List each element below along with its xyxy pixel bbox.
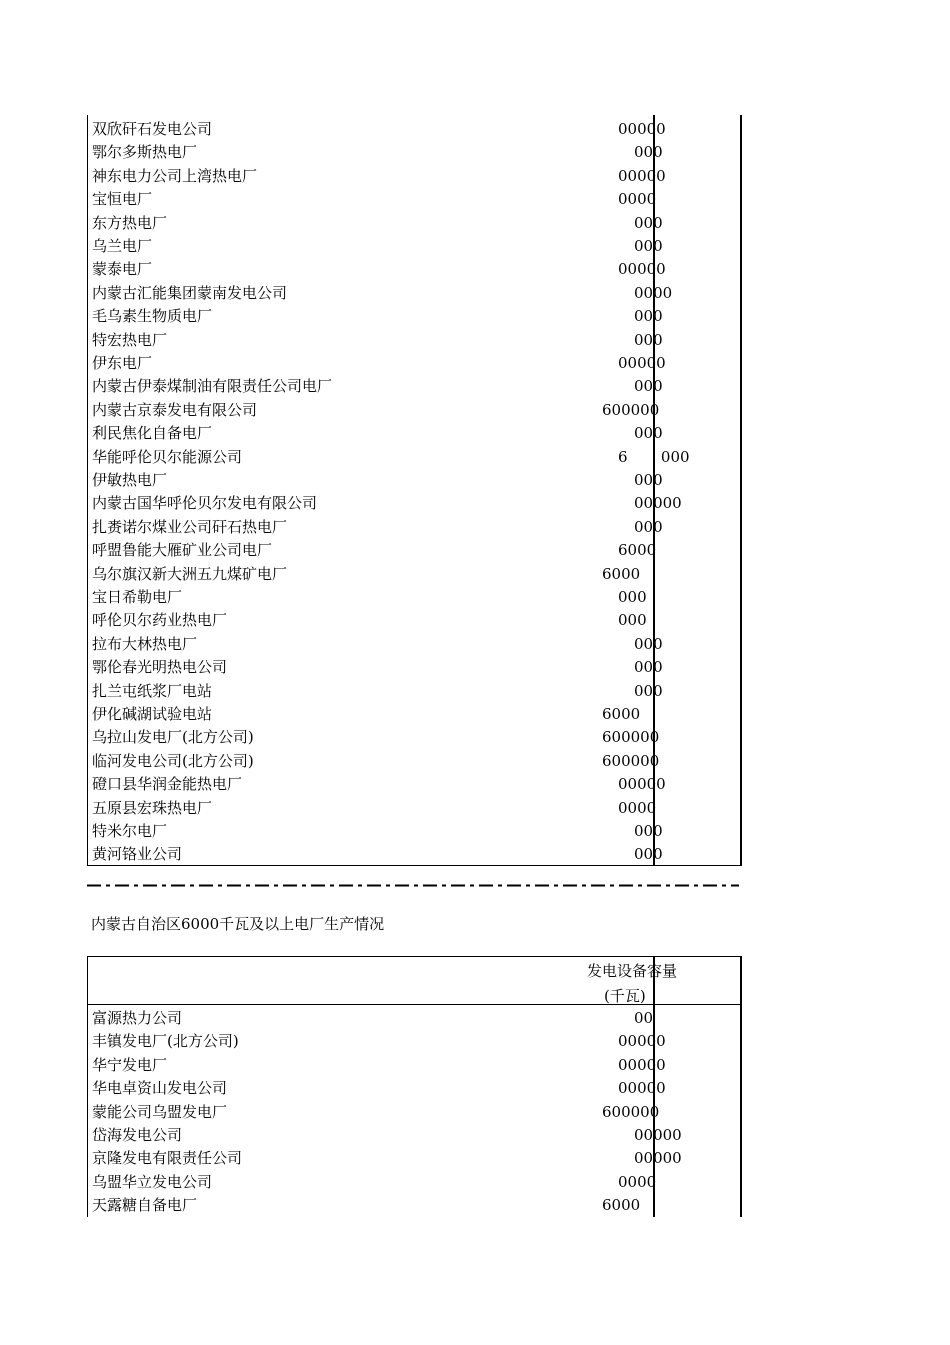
table-row [88,539,740,562]
plant-name: 京隆发电有限责任公司 [92,1149,243,1168]
plant-name: 五原县宏珠热电厂 [92,798,213,817]
table-row [88,1124,740,1147]
table-row [88,1054,740,1077]
capacity-value: 000 [634,424,663,443]
capacity-value: 000 [634,213,663,232]
table-row [88,469,740,492]
table-row [88,633,740,656]
capacity-value: 000 [634,471,663,489]
plant-name: 蒙泰电厂 [92,260,153,279]
plant-name: 特米尔电厂 [92,822,168,840]
table-row [88,726,740,749]
table-row [88,282,740,305]
table-row [88,516,740,539]
plant-name: 乌兰电厂 [92,237,153,255]
plant-name: 岱海发电公司 [92,1126,183,1144]
table-row [88,1101,740,1124]
plant-name: 神东电力公司上湾热电厂 [92,166,258,185]
plant-name: 宝恒电厂 [92,190,153,209]
capacity-value: 600000 [602,751,660,770]
plant-name: 内蒙古伊泰煤制油有限责任公司电厂 [92,377,333,396]
plant-name: 临河发电公司(北方公司) [92,751,254,770]
table-row [88,773,740,796]
plant-name: 利民焦化自备电厂 [92,424,213,443]
plant-name: 特宏热电厂 [92,330,168,349]
plant-name: 伊东电厂 [92,354,153,372]
plant-name: 伊化碱湖试验电站 [92,705,213,723]
capacity-value: 600000 [602,1102,660,1121]
plant-name: 内蒙古京泰发电有限公司 [92,400,258,419]
capacity-value: 000 [634,845,663,864]
plant-name: 乌盟华立发电公司 [92,1172,213,1191]
capacity-value: 00000 [618,1079,666,1098]
capacity-value: 00 [634,1009,654,1027]
capacity-value: 0000 [618,190,657,209]
plant-name: 华宁发电厂 [92,1055,168,1074]
plant-name: 毛乌素生物质电厂 [92,307,213,326]
capacity-value: 00000 [618,1032,666,1051]
table-row [88,212,740,235]
capacity-value: 00000 [618,354,666,372]
table-row [88,375,740,398]
table-row [88,1194,740,1217]
capacity-value: 6 000 [618,447,690,466]
table-row [88,492,740,515]
table-row [88,422,740,445]
capacity-value: 000 [634,330,663,349]
plant-name: 呼盟鲁能大雁矿业公司电厂 [92,541,273,560]
capacity-value: 00000 [618,260,666,279]
capacity-value: 00000 [618,120,666,138]
plant-name: 天露糖自备电厂 [92,1196,198,1215]
capacity-value: 6000 [602,1196,641,1215]
capacity-value: 0000 [618,1172,657,1191]
table-row [88,1147,740,1170]
capacity-value: 000 [634,517,663,536]
capacity-value: 00000 [618,775,666,794]
table-row [88,446,740,469]
table-row [88,703,740,726]
table-row [88,118,740,141]
table-row [88,563,740,586]
plant-capacity-table-bottom [87,956,742,1217]
plant-name: 乌尔旗汉新大洲五九煤矿电厂 [92,564,288,583]
capacity-value: 000 [618,611,647,630]
capacity-value: 000 [634,143,663,162]
plant-name: 拉布大林热电厂 [92,634,198,653]
capacity-value: 00000 [634,1126,682,1144]
table-row [88,609,740,632]
plant-capacity-table-top [87,115,742,866]
capacity-value: 0000 [618,798,657,817]
plant-name: 呼伦贝尔药业热电厂 [92,611,228,630]
plant-name: 内蒙古国华呼伦贝尔发电有限公司 [92,494,318,513]
section-title: 内蒙古自治区6000千瓦及以上电厂生产情况 [91,915,385,933]
plant-name: 乌拉山发电厂(北方公司) [92,728,254,747]
table-row [88,1030,740,1053]
table-row [88,329,740,352]
plant-name: 双欣矸石发电公司 [92,120,213,138]
capacity-value: 6000 [602,705,641,723]
plant-name: 东方热电厂 [92,213,168,232]
header-unit-label: (千瓦) [604,987,646,1005]
plant-name: 蒙能公司乌盟发电厂 [92,1102,228,1121]
capacity-value: 000 [634,634,663,653]
plant-name: 鄂伦春光明热电公司 [92,658,228,677]
capacity-value: 00000 [618,166,666,185]
table-row [88,656,740,679]
header-capacity-label: 发电设备容量 [587,962,678,980]
table-row [88,680,740,703]
capacity-value: 6000 [602,564,641,583]
table-row [88,1171,740,1194]
plant-name: 扎赉诺尔煤业公司矸石热电厂 [92,517,288,536]
plant-name: 宝日希勒电厂 [92,588,183,606]
table-row [88,188,740,211]
plant-name: 伊敏热电厂 [92,471,168,489]
capacity-value: 000 [634,822,663,840]
table-row [88,305,740,328]
capacity-value: 00000 [618,1055,666,1074]
table-row [88,1007,740,1030]
capacity-value: 00000 [634,494,682,513]
capacity-value: 600000 [602,400,660,419]
table-row [88,141,740,164]
table-row [88,586,740,609]
plant-name: 磴口县华润金能热电厂 [92,775,243,794]
table-row [88,352,740,375]
capacity-value: 000 [634,237,663,255]
plant-name: 鄂尔多斯热电厂 [92,143,198,162]
table-row [88,235,740,258]
table-row [88,165,740,188]
table-header [88,957,740,1005]
table-row [88,843,740,866]
plant-name: 华能呼伦贝尔能源公司 [92,447,243,466]
capacity-value: 000 [634,377,663,396]
table-row [88,750,740,773]
capacity-value: 0000 [634,283,673,302]
plant-name: 内蒙古汇能集团蒙南发电公司 [92,283,288,302]
capacity-value: 000 [634,681,663,700]
plant-name: 富源热力公司 [92,1009,183,1027]
capacity-value: 000 [618,588,647,606]
capacity-value: 000 [634,307,663,326]
capacity-value: 00000 [634,1149,682,1168]
capacity-value: 000 [634,658,663,677]
page-break-dashed-line [87,884,739,887]
plant-name: 黄河铬业公司 [92,845,183,864]
table-row [88,258,740,281]
capacity-value: 6000 [618,541,657,560]
plant-name: 华电卓资山发电公司 [92,1079,228,1098]
table-row [88,820,740,843]
table-row [88,399,740,422]
plant-name: 丰镇发电厂(北方公司) [92,1032,239,1051]
table-row [88,1077,740,1100]
table-row [88,797,740,820]
plant-name: 扎兰屯纸浆厂电站 [92,681,213,700]
capacity-value: 600000 [602,728,660,747]
